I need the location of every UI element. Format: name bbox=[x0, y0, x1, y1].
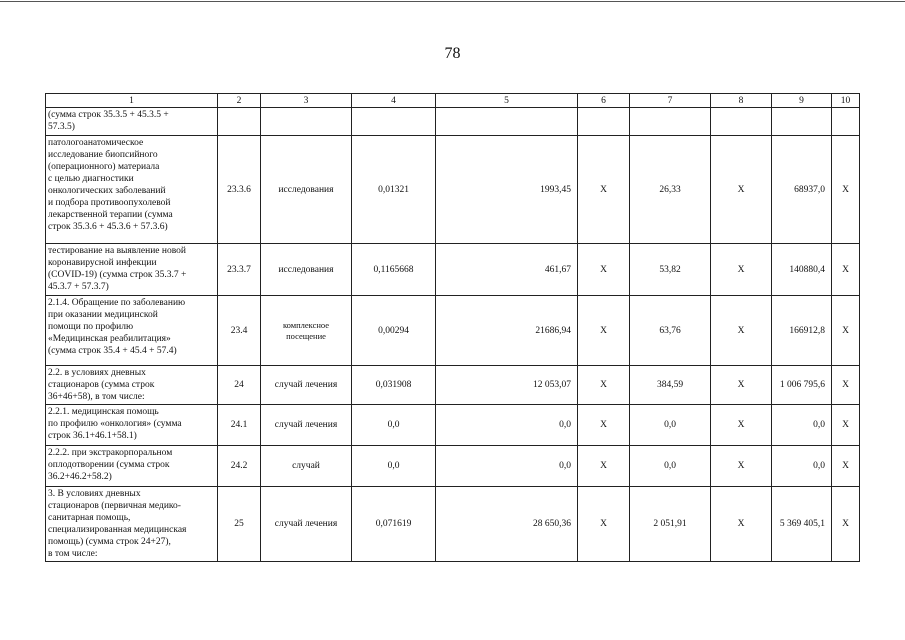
volume-norm: 0,1165668 bbox=[352, 244, 436, 296]
column-header: 7 bbox=[630, 94, 711, 108]
volume-norm: 0,071619 bbox=[352, 487, 436, 562]
row-name: тестирование на выявление новой коронавирусной инфекции (COVID-19) (сумма строк 35.3.7 + 45.3.7 + 57.3.7) bbox=[46, 244, 218, 296]
col6-value: X bbox=[578, 136, 630, 244]
row-name: 2.2.1. медицинская помощь по профилю «онкология» (сумма строк 36.1+46.1+58.1) bbox=[46, 405, 218, 446]
col7-value: 53,82 bbox=[630, 244, 711, 296]
row-code: 24.1 bbox=[218, 405, 261, 446]
cost-norm: 21686,94 bbox=[436, 296, 578, 366]
row-name: 2.2. в условиях дневных стационаров (сумма строк 36+46+58), в том числе: bbox=[46, 366, 218, 405]
table-row bbox=[46, 487, 860, 562]
cost-norm: 28 650,36 bbox=[436, 487, 578, 562]
row-code: 23.4 bbox=[218, 296, 261, 366]
table-row bbox=[46, 244, 860, 296]
column-header: 8 bbox=[711, 94, 772, 108]
col7-value: 0,0 bbox=[630, 405, 711, 446]
cost-norm: 0,0 bbox=[436, 446, 578, 487]
table-row bbox=[46, 446, 860, 487]
col6-value: X bbox=[578, 446, 630, 487]
col6-value: X bbox=[578, 244, 630, 296]
unit: комплексное посещение bbox=[261, 296, 352, 366]
column-header: 5 bbox=[436, 94, 578, 108]
row-name: патологоанатомическое исследование биопсийного (операционного) материала с целью диагностики онкологических заболеваний и подбора противоопухолевой лекарственной терапии (сумма строк 35.3.6 + 45.3.6 + 57.3.6) bbox=[46, 136, 218, 244]
column-header: 4 bbox=[352, 94, 436, 108]
col10-value bbox=[832, 108, 860, 136]
col10-value: X bbox=[832, 366, 860, 405]
col7-value: 26,33 bbox=[630, 136, 711, 244]
row-code: 25 bbox=[218, 487, 261, 562]
col9-value: 0,0 bbox=[772, 405, 832, 446]
col10-value: X bbox=[832, 405, 860, 446]
col8-value: X bbox=[711, 366, 772, 405]
cost-norm: 1993,45 bbox=[436, 136, 578, 244]
row-name: (сумма строк 35.3.5 + 45.3.5 + 57.3.5) bbox=[46, 108, 218, 136]
cost-norm bbox=[436, 108, 578, 136]
col10-value: X bbox=[832, 296, 860, 366]
col10-value: X bbox=[832, 446, 860, 487]
col9-value bbox=[772, 108, 832, 136]
cost-norm: 0,0 bbox=[436, 405, 578, 446]
row-code bbox=[218, 108, 261, 136]
col9-value: 5 369 405,1 bbox=[772, 487, 832, 562]
col7-value: 384,59 bbox=[630, 366, 711, 405]
row-code: 24 bbox=[218, 366, 261, 405]
unit: случай лечения bbox=[261, 366, 352, 405]
column-header: 1 bbox=[46, 94, 218, 108]
cost-norm: 12 053,07 bbox=[436, 366, 578, 405]
volume-norm: 0,0 bbox=[352, 446, 436, 487]
unit: исследования bbox=[261, 136, 352, 244]
col7-value: 2 051,91 bbox=[630, 487, 711, 562]
data-table bbox=[45, 93, 860, 562]
col8-value: X bbox=[711, 446, 772, 487]
page-number: 78 bbox=[444, 45, 461, 62]
unit: случай bbox=[261, 446, 352, 487]
volume-norm: 0,031908 bbox=[352, 366, 436, 405]
col7-value bbox=[630, 108, 711, 136]
row-name: 3. В условиях дневных стационаров (первичная медико- санитарная помощь, специализированная медицинская помощь) (сумма строк 24+27), в том числе: bbox=[46, 487, 218, 562]
unit bbox=[261, 108, 352, 136]
row-name: 2.1.4. Обращение по заболеванию при оказании медицинской помощи по профилю «Медицинская реабилитация» (сумма строк 35.4 + 45.4 + 57.4) bbox=[46, 296, 218, 366]
col10-value: X bbox=[832, 136, 860, 244]
col8-value: X bbox=[711, 136, 772, 244]
column-header: 2 bbox=[218, 94, 261, 108]
volume-norm: 0,01321 bbox=[352, 136, 436, 244]
cost-norm: 461,67 bbox=[436, 244, 578, 296]
col9-value: 166912,8 bbox=[772, 296, 832, 366]
volume-norm bbox=[352, 108, 436, 136]
table-row bbox=[46, 405, 860, 446]
col6-value: X bbox=[578, 487, 630, 562]
col9-value: 1 006 795,6 bbox=[772, 366, 832, 405]
col6-value: X bbox=[578, 366, 630, 405]
table-row bbox=[46, 366, 860, 405]
col9-value: 0,0 bbox=[772, 446, 832, 487]
col8-value: X bbox=[711, 244, 772, 296]
col8-value: X bbox=[711, 405, 772, 446]
column-header: 3 bbox=[261, 94, 352, 108]
col10-value: X bbox=[832, 487, 860, 562]
row-code: 24.2 bbox=[218, 446, 261, 487]
col7-value: 0,0 bbox=[630, 446, 711, 487]
col9-value: 68937,0 bbox=[772, 136, 832, 244]
column-header: 9 bbox=[772, 94, 832, 108]
table-row bbox=[46, 136, 860, 244]
table-row bbox=[46, 296, 860, 366]
volume-norm: 0,00294 bbox=[352, 296, 436, 366]
table-header-row bbox=[46, 94, 860, 108]
col10-value: X bbox=[832, 244, 860, 296]
table-row bbox=[46, 108, 860, 136]
column-header: 10 bbox=[832, 94, 860, 108]
unit: исследования bbox=[261, 244, 352, 296]
col8-value: X bbox=[711, 487, 772, 562]
volume-norm: 0,0 bbox=[352, 405, 436, 446]
unit: случай лечения bbox=[261, 405, 352, 446]
col6-value: X bbox=[578, 405, 630, 446]
page-top-border bbox=[0, 1, 905, 2]
row-code: 23.3.6 bbox=[218, 136, 261, 244]
col8-value: X bbox=[711, 296, 772, 366]
col9-value: 140880,4 bbox=[772, 244, 832, 296]
col7-value: 63,76 bbox=[630, 296, 711, 366]
col6-value: X bbox=[578, 296, 630, 366]
row-name: 2.2.2. при экстракорпоральном оплодотворении (сумма строк 36.2+46.2+58.2) bbox=[46, 446, 218, 487]
col6-value bbox=[578, 108, 630, 136]
column-header: 6 bbox=[578, 94, 630, 108]
unit: случай лечения bbox=[261, 487, 352, 562]
row-code: 23.3.7 bbox=[218, 244, 261, 296]
col8-value bbox=[711, 108, 772, 136]
